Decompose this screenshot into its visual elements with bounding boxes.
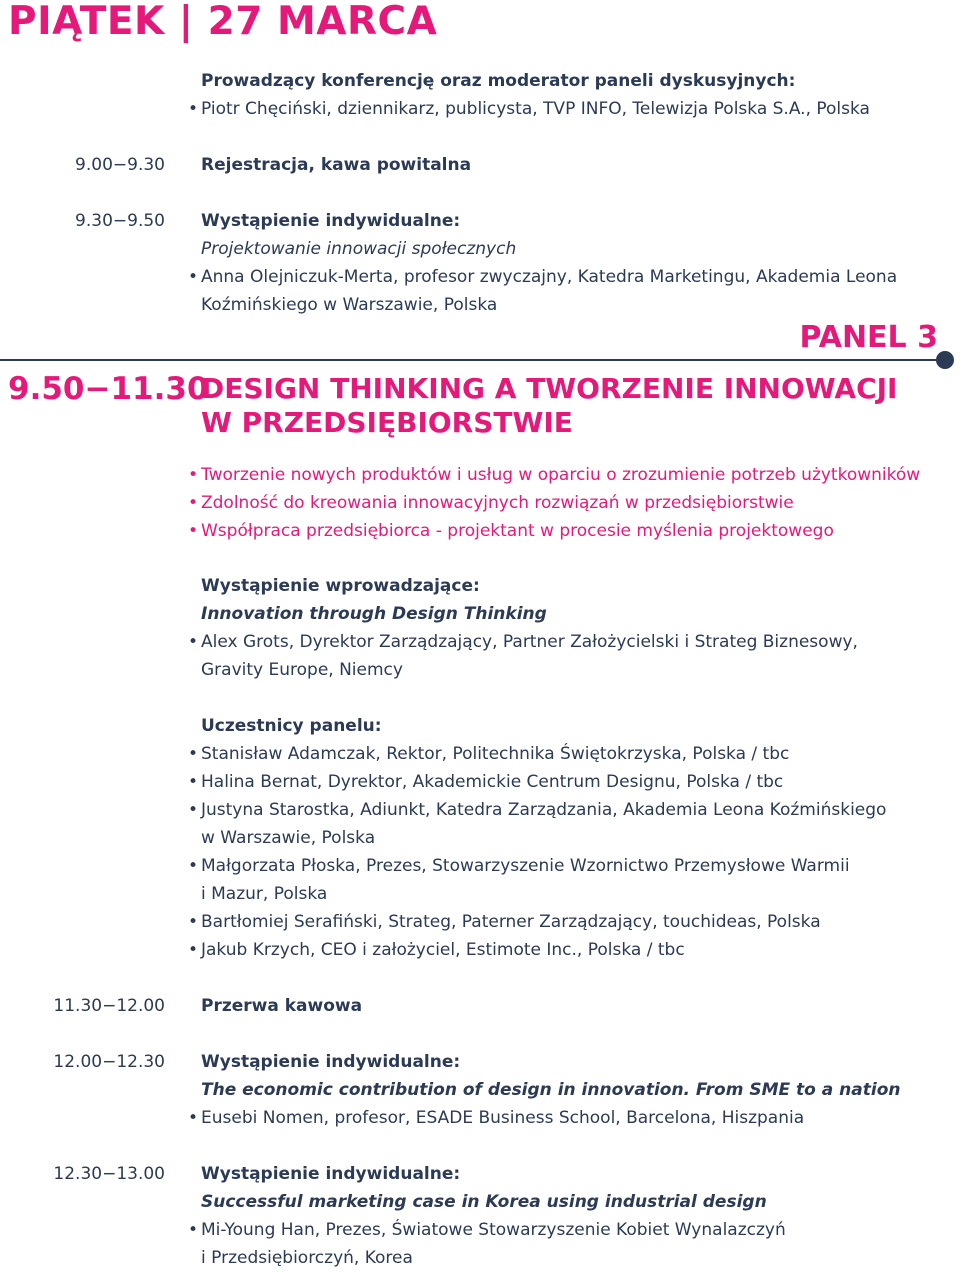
participant: Stanisław Adamczak, Rektor, Politechnika Świętokrzyska, Polska / tbc bbox=[201, 744, 790, 764]
session-time: 9.30−9.50 bbox=[75, 211, 165, 231]
bullet-icon: • bbox=[188, 772, 199, 792]
bullet-icon: • bbox=[188, 632, 199, 652]
bullet-icon: • bbox=[188, 856, 199, 876]
intro-speech-label: Wystąpienie wprowadzające: bbox=[201, 576, 480, 596]
divider-dot-icon bbox=[936, 351, 954, 369]
panel-label: PANEL 3 bbox=[799, 320, 938, 355]
speaker: Anna Olejniczuk-Merta, profesor zwyczajny, Katedra Marketingu, Akademia Leona bbox=[201, 267, 898, 287]
bullet-icon: • bbox=[188, 521, 199, 541]
session-label: Wystąpienie indywidualne: bbox=[201, 1164, 461, 1184]
bullet-icon: • bbox=[188, 800, 199, 820]
session-time: 12.00−12.30 bbox=[53, 1052, 165, 1072]
session-topic: Projektowanie innowacji społecznych bbox=[201, 239, 517, 259]
bullet-icon: • bbox=[188, 1220, 199, 1240]
panel-title-cont: W PRZEDSIĘBIORSTWIE bbox=[201, 406, 573, 439]
divider-line bbox=[0, 359, 946, 361]
bullet-icon: • bbox=[188, 465, 199, 485]
moderator-label: Prowadzący konferencję oraz moderator paneli dyskusyjnych: bbox=[201, 71, 796, 91]
participant: Halina Bernat, Dyrektor, Akademickie Centrum Designu, Polska / tbc bbox=[201, 772, 784, 792]
bullet-icon: • bbox=[188, 493, 199, 513]
speaker-cont: Koźmińskiego w Warszawie, Polska bbox=[201, 295, 498, 315]
bullet-icon: • bbox=[188, 99, 199, 119]
bullet-icon: • bbox=[188, 1108, 199, 1128]
participant: Jakub Krzych, CEO i założyciel, Estimote Inc., Polska / tbc bbox=[201, 940, 685, 960]
theme-item: Tworzenie nowych produktów i usług w oparciu o zrozumienie potrzeb użytkowników bbox=[201, 465, 921, 485]
session-label: Wystąpienie indywidualne: bbox=[201, 1052, 461, 1072]
session-time: 9.00−9.30 bbox=[75, 155, 165, 175]
session-time: 12.30−13.00 bbox=[53, 1164, 165, 1184]
speaker-cont: Gravity Europe, Niemcy bbox=[201, 660, 403, 680]
speaker: Mi-Young Han, Prezes, Światowe Stowarzyszenie Kobiet Wynalazczyń bbox=[201, 1220, 786, 1240]
intro-speech-topic: Innovation through Design Thinking bbox=[201, 604, 547, 624]
participant-cont: i Mazur, Polska bbox=[201, 884, 328, 904]
participant: Bartłomiej Serafiński, Strateg, Paterner Zarządzający, touchideas, Polska bbox=[201, 912, 821, 932]
session-topic: Successful marketing case in Korea using industrial design bbox=[201, 1192, 767, 1212]
panel-time: 9.50−11.30 bbox=[8, 371, 209, 407]
panel-title: DESIGN THINKING A TWORZENIE INNOWACJI bbox=[201, 372, 898, 405]
page-title: PIĄTEK | 27 MARCA bbox=[8, 0, 438, 44]
speaker: Eusebi Nomen, profesor, ESADE Business School, Barcelona, Hiszpania bbox=[201, 1108, 805, 1128]
bullet-icon: • bbox=[188, 912, 199, 932]
speaker-cont: i Przedsiębiorczyń, Korea bbox=[201, 1248, 413, 1268]
participant: Małgorzata Płoska, Prezes, Stowarzyszenie Wzornictwo Przemysłowe Warmii bbox=[201, 856, 850, 876]
speaker: Alex Grots, Dyrektor Zarządzający, Partner Założycielski i Strateg Biznesowy, bbox=[201, 632, 858, 652]
bullet-icon: • bbox=[188, 940, 199, 960]
session-title: Rejestracja, kawa powitalna bbox=[201, 155, 472, 175]
bullet-icon: • bbox=[188, 744, 199, 764]
participant-cont: w Warszawie, Polska bbox=[201, 828, 376, 848]
moderator-person: Piotr Chęciński, dziennikarz, publicysta, TVP INFO, Telewizja Polska S.A., Polska bbox=[201, 99, 870, 119]
bullet-icon: • bbox=[188, 267, 199, 287]
theme-item: Zdolność do kreowania innowacyjnych rozwiązań w przedsiębiorstwie bbox=[201, 493, 794, 513]
session-label: Wystąpienie indywidualne: bbox=[201, 211, 461, 231]
theme-item: Współpraca przedsiębiorca - projektant w procesie myślenia projektowego bbox=[201, 521, 834, 541]
session-title: Przerwa kawowa bbox=[201, 996, 363, 1016]
session-topic: The economic contribution of design in innovation. From SME to a nation bbox=[201, 1080, 901, 1100]
participants-label: Uczestnicy panelu: bbox=[201, 716, 382, 736]
session-time: 11.30−12.00 bbox=[53, 996, 165, 1016]
participant: Justyna Starostka, Adiunkt, Katedra Zarządzania, Akademia Leona Koźmińskiego bbox=[201, 800, 887, 820]
